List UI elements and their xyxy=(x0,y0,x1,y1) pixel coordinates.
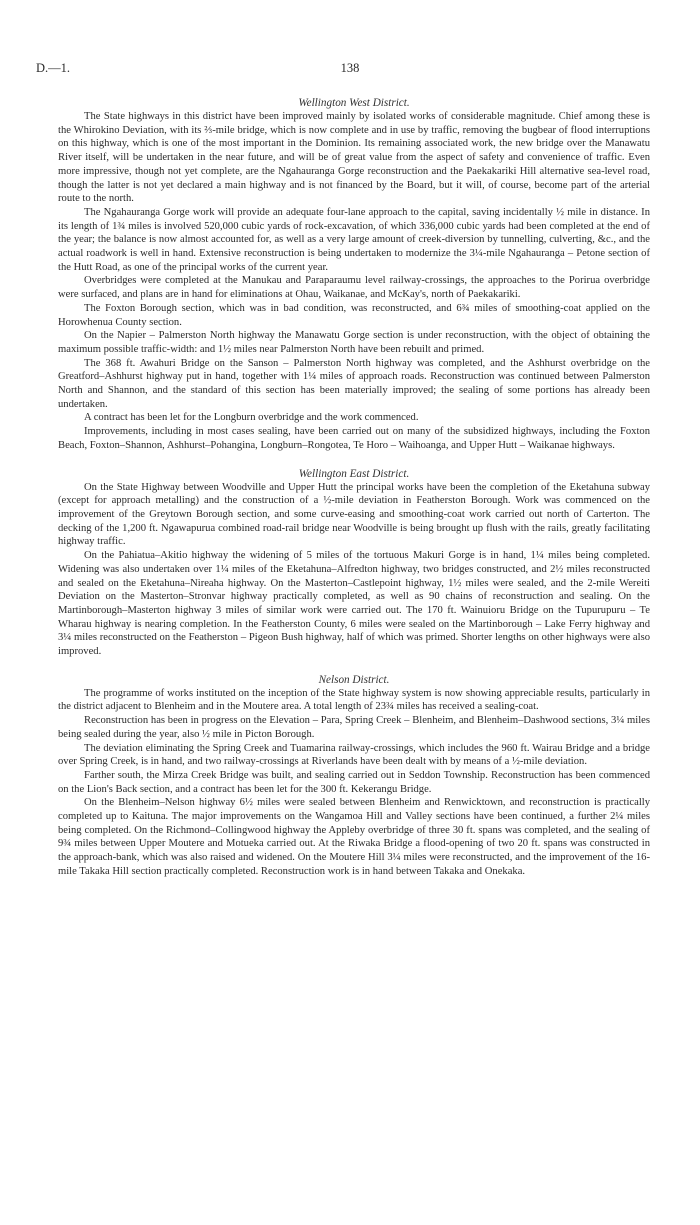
section-wellington-west xyxy=(58,96,650,453)
paragraph: Improvements, including in most cases sealing, have been carried out on many of the subsidized highways, including the Foxton Beach, Foxton–Shannon, Ashhurst–Pohangina, Longburn–Rongotea, Te Horo – Waihoanga, and Upper Hutt – Waikanae highways. xyxy=(58,426,650,451)
paragraph: Reconstruction has been in progress on the Elevation – Para, Spring Creek – Blenheim, and Blenheim–Dashwood sections, 3¼ miles being sealed during the year, also ½ mile in Picton Borough. xyxy=(58,715,650,740)
section-title: Wellington West District. xyxy=(298,97,410,109)
paragraph: On the State Highway between Woodville and Upper Hutt the principal works have been the completion of the Eketahuna subway (except for approach metalling) and the construction of a ½-mile deviation in Featherston Borough. Work was commenced on the improvement of the Greytown Borough section, and some curve-easing and smoothing-coat work carried out north of Carterton. The decking of the 1,200 ft. Ngawapurua combined road-rail bridge near Woodville is being brought up flush with the rails, greatly facilitating highway traffic. xyxy=(58,481,650,548)
section-nelson xyxy=(58,673,650,879)
paragraph: On the Pahiatua–Akitio highway the widening of 5 miles of the tortuous Makuri Gorge is in hand, 1¼ miles being completed. Widening was also undertaken over 1¼ miles of the Eketahuna–Alfredton highway, two bridges constructed, and 2½ miles reconstructed and sealed on the Eketahuna–Nireaha highway. On the Masterton–Castlepoint highway, 1½ miles were sealed, and the 2-mile Wereiti Deviation on the Masterton–Stronvar highway practically completed, as well as 90 chains of reconstruction and sealing. On the Martinborough–Masterton highway 3 miles of similar work were carried out. The 170 ft. Wainuioru Bridge on the Tupurupuru – Te Wharau highway is nearing completion. In the Featherston County, 6 miles were sealed on the Martinborough – Lake Ferry highway and 3¼ miles reconstructed on the Featherston – Pigeon Bush highway, half of which was primed. Shorter lengths on other highways were also improved. xyxy=(58,550,650,658)
paragraph: The Foxton Borough section, which was in bad condition, was reconstructed, and 6¾ miles of smoothing-coat applied on the Horowhenua County section. xyxy=(58,302,650,328)
paragraph: Overbridges were completed at the Manukau and Paraparaumu level railway-crossings, the approaches to the Porirua overbridge were surfaced, and plans are in hand for eliminations at Ohau, Waikanae, and McKay's, north of Paekakariki. xyxy=(58,275,650,301)
paragraph: The deviation eliminating the Spring Creek and Tuamarina railway-crossings, which includes the 960 ft. Wairau Bridge and a bridge over Spring Creek, is in hand, and two railway-crossings at Riverlands have been dealt with by means of a ½-mile deviation. xyxy=(58,742,650,768)
section-wellington-east xyxy=(58,467,650,659)
paragraph: The State highways in this district have been improved mainly by isolated works of considerable magnitude. Chief among these is the Whirokino Deviation, with its ⅔-mile bridge, which is now complete and in use by traffic, removing the bugbear of flood interruptions on this highway, which is one of the most important in the Dominion. Its remaining associated work, the new bridge over the Manawatu River itself, will be undertaken in the near future, and will be of great value from the aspect of safety and convenience of traffic. Even more impressive, though not yet complete, are the Ngahauranga Gorge reconstruction and the Paekakariki Hill alternative sea-level road, though the latter is not yet declared a main highway and is not financed by the Board, but it will, of course, become part of the arterial route to the north. xyxy=(58,111,650,205)
paragraph: On the Blenheim–Nelson highway 6½ miles were sealed between Blenheim and Renwicktown, and reconstruction is practically completed up to Kaituna. The major improvements on the Wangamoa Hill and Valley sections have been continued, a further 2¼ miles being completed. On the Richmond–Collingwood highway the Appleby overbridge of three 30 ft. spans was completed, and the sealing of 9¾ miles between Upper Moutere and Motueka carried out. At the Riwaka Bridge a flood-opening of two 20 ft. spans was constructed in the approach-bank, which was also raised and widened. On the Moutere Hill 3¼ miles were reconstructed, and the improvement of the 16-mile Takaka Hill section practically completed. Reconstruction work is in hand between Takaka and Onekaka. xyxy=(58,797,650,877)
paragraph: On the Napier – Palmerston North highway the Manawatu Gorge section is under reconstruction, with the object of obtaining the maximum possible traffic-width: and 1½ miles near Palmerston North have been rebuilt and primed. xyxy=(58,330,650,355)
paragraph: Farther south, the Mirza Creek Bridge was built, and sealing carried out in Seddon Township. Reconstruction has been commenced on the Lion's Back section, and a contract has been let for the 300 ft. Kekerangu Bridge. xyxy=(58,769,650,795)
document-body xyxy=(58,96,650,879)
report-reference: D.—1. xyxy=(36,61,71,75)
section-spacer xyxy=(58,659,650,673)
paragraph: The programme of works instituted on the inception of the State highway system is now showing appreciable results, particularly in the district adjacent to Blenheim and in the Moutere area. A total length of 23¾ miles has received a sealing-coat. xyxy=(58,687,650,713)
section-title: Wellington East District. xyxy=(298,467,410,480)
section-title: Nelson District. xyxy=(318,673,390,686)
paragraph: A contract has been let for the Longburn overbridge and the work commenced. xyxy=(84,412,419,424)
page-number: 138 xyxy=(340,61,360,75)
section-spacer xyxy=(58,453,650,467)
paragraph: The 368 ft. Awahuri Bridge on the Sanson – Palmerston North highway was completed, and the Ashhurst overbridge on the Greatford–Ashhurst highway put in hand, together with 1¼ miles of approach roads. Reconstruction was continued between Palmerston North and Shannon, and the standard of this section has been materially improved; the sealing of some portions has already been undertaken. xyxy=(58,357,650,410)
paragraph: The Ngahauranga Gorge work will provide an adequate four-lane approach to the capital, saving incidentally ½ mile in distance. In its length of 1¾ miles is involved 520,000 cubic yards of rock-excavation, of which 336,000 cubic yards had been completed at the end of the year; the balance is now almost accounted for, as well as a very large amount of creek-diversion by tunnelling, culverting, &c., and the actual roadwork is well in hand. Extensive reconstruction is being undertaken to modernize the 3¼-mile Ngahauranga – Petone section of the Hutt Road, as one of the principal works of the current year. xyxy=(58,206,650,273)
